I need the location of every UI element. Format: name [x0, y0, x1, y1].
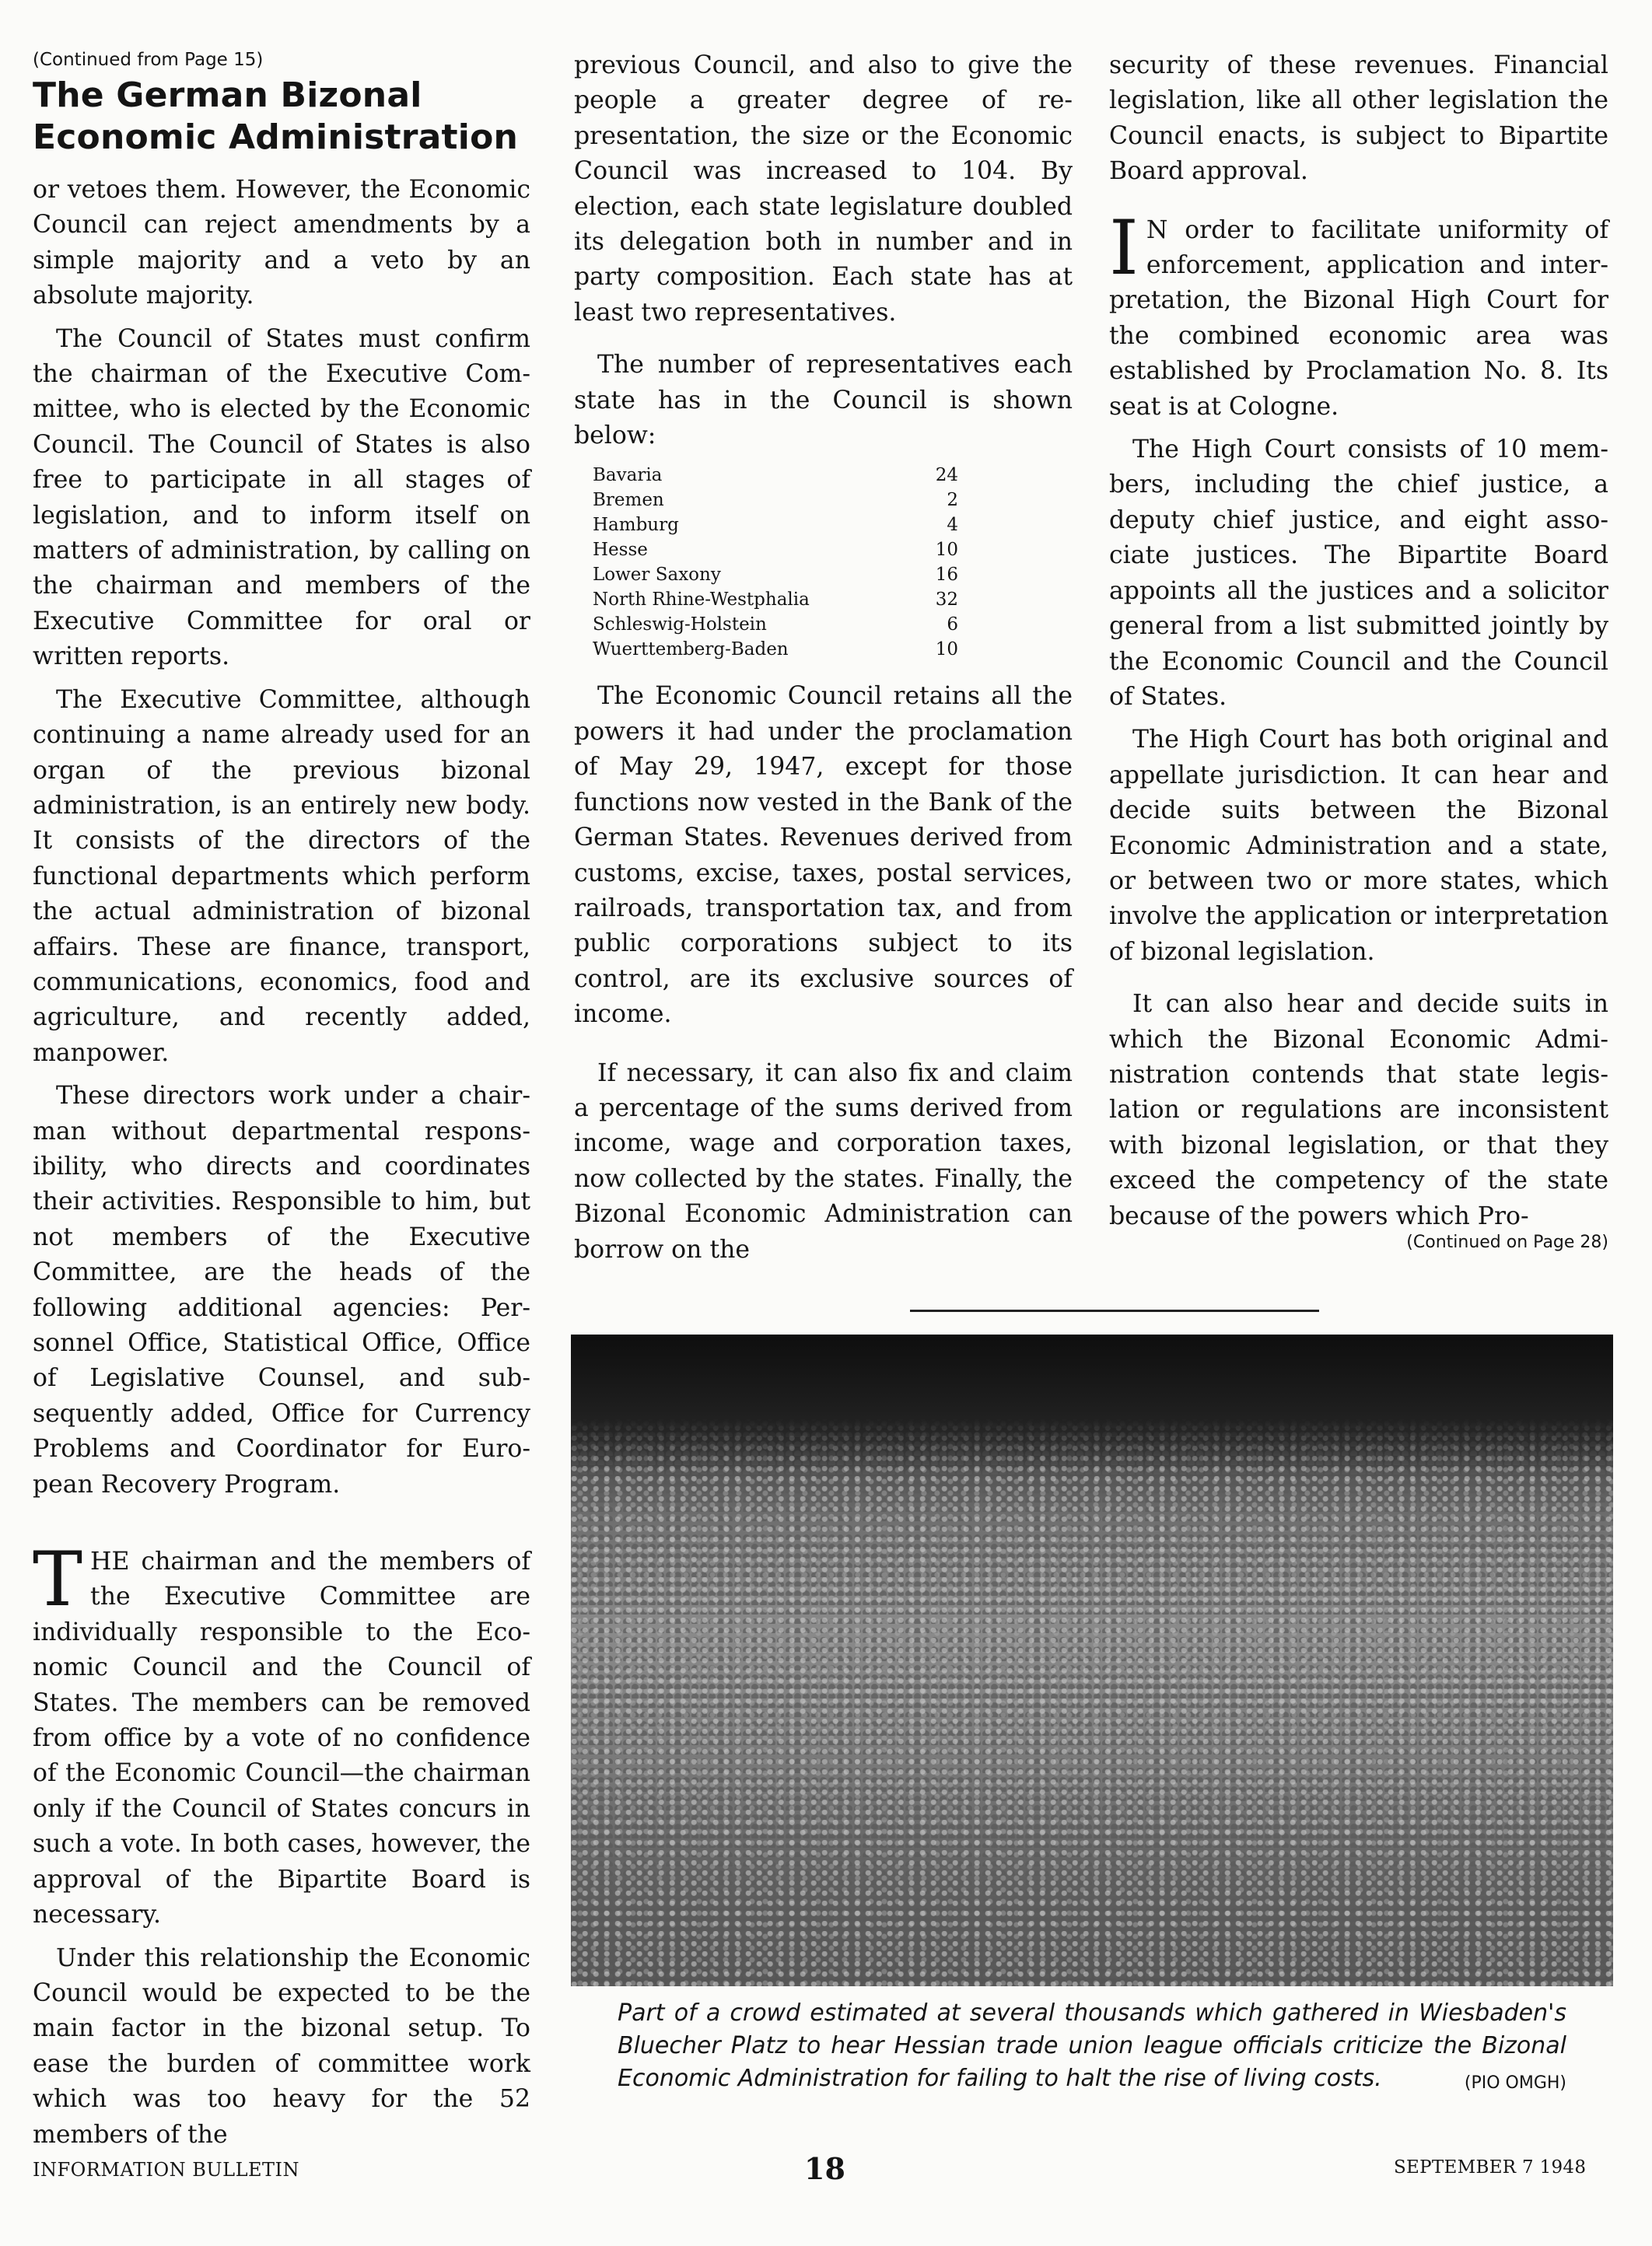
state-name: Hesse [593, 540, 648, 561]
state-count: 32 [935, 589, 958, 610]
state-name: Lower Saxony [593, 565, 721, 586]
continued-from-label: (Continued from Page 15) [33, 50, 264, 70]
paragraph: security of these revenues. Financial legislation, like all other legislation the Council enacts, is subject to Bipartite Board approval. [1109, 51, 1608, 186]
footer-publication: INFORMATION BULLETIN [33, 2159, 300, 2181]
article-headline: The German Bizonal Economic Administration [33, 75, 519, 157]
table-row [593, 587, 958, 612]
state-count: 4 [947, 515, 958, 536]
state-count: 24 [935, 465, 958, 486]
continued-on-label: (Continued on Page 28) [1406, 1233, 1608, 1252]
paragraph-text: N order to facilitate uniformity of enforcement, application and interpretation, the Bizonal High Court for the combined economic area was established by Proclamation No. 8. Its seat is at Cologne. [1109, 215, 1608, 421]
state-name: Bremen [593, 490, 664, 511]
paragraph: The Council of States must confirm the chairman of the Executive Committee, who is elected by the Economic Council. The Council of States is also free to participate in all stages of legislation, and to inform itself on matters of administration, by calling on the chairman and members of the Executive Committee for oral or written reports. [33, 324, 530, 671]
column-1 [33, 48, 530, 2160]
photo-trees-background [571, 1335, 1613, 1475]
state-count: 10 [935, 540, 958, 561]
paragraph: or vetoes them. However, the Economic Council can reject amendments by a simple majority and a veto by an absolute majority. [33, 176, 530, 310]
table-row [593, 463, 958, 488]
state-name: Bavaria [593, 465, 663, 486]
paragraph: The High Court consists of 10 members, including the chief justice, a deputy chief justice, and eight associate justices. The Bipartite Board appoints all the justices and a solicitor general from a list submitted jointly by the Economic Council and the Council of States. [1109, 436, 1608, 711]
paragraph: previous Council, and also to give the people a greater degree of representation, the size or the Economic Council was increased to 104. By election, each state legislature doubled its delegation both in number and in party composition. Each state has at least two representatives. [574, 51, 1073, 327]
paragraph: Under this relationship the Economic Council would be expected to be the main factor in the bizonal setup. To ease the burden of committee work which was too heavy for the 52 members of the [33, 1943, 530, 2149]
paragraph-text: HE chairman and the members of the Executive Committee are individually responsible to the Economic Council and the Council of States. The members can be removed from office by a vote of no confidence of the Economic Council—the chairman only if the Council of States concurs in such a vote. In both cases, however, the approval of the Bipartite Board is necessary. [33, 1548, 530, 1929]
column-3 [1109, 48, 1608, 1254]
paragraph: The Executive Committee, although continuing a name already used for an organ of the previous bizonal administration, is an entirely new body. It consists of the directors of the functional departments which perform the actual administration of bizonal affairs. These are finance, transport, communications, economics, food and agriculture, and recently added, manpower. [33, 685, 530, 1067]
table-row [593, 562, 958, 587]
state-count: 10 [935, 639, 958, 660]
caption-text: Part of a crowd estimated at several thousands which gathered in Wiesbaden's Bluecher Platz to hear Hessian trade union league officials criticize the Bizonal Economic Administration for failing to halt the rise of living costs. [618, 1999, 1566, 2092]
column-2 [574, 48, 1073, 1275]
state-count: 16 [935, 565, 958, 586]
table-row [593, 488, 958, 513]
photo-caption [618, 1997, 1566, 2100]
dropcap-letter: T [33, 1536, 83, 1624]
dropcap-paragraph [1109, 204, 1608, 425]
footer-date: SEPTEMBER 7 1948 [1394, 2157, 1587, 2178]
state-count: 2 [947, 490, 958, 511]
paragraph: It can also hear and decide suits in which the Bizonal Economic Administration contends that state legislation or regulations are inconsistent with bizonal legislation, or that they exceed the competency of the state because of the powers which Pro- [1109, 990, 1608, 1230]
table-row [593, 612, 958, 637]
table-row [593, 637, 958, 662]
paragraph: The number of representatives each state has in the Council is shown below: [574, 351, 1073, 450]
paragraph: The High Court has both original and appellate jurisdiction. It can hear and decide suits between the Bizonal Economic Administration and a state, or between two or more states, which involve the application or interpretation of bizonal legislation. [1109, 726, 1608, 966]
paragraph: If necessary, it can also fix and claim a percentage of the sums derived from income, wage and corporation taxes, now collected by the states. Finally, the Bizonal Economic Administration can borrow on the [574, 1058, 1073, 1264]
table-row [593, 513, 958, 537]
dropcap-paragraph [33, 1536, 530, 1933]
photo-credit: (PIO OMGH) [1464, 2073, 1566, 2093]
state-name: Wuerttemberg-Baden [593, 639, 789, 660]
paragraph: The Economic Council retains all the powers it had under the proclamation of May 29, 1947, except for those functions now vested in the Bank of the German States. Revenues derived from customs, excise, taxes, postal services, railroads, transportation tax, and from public corporations subject to its control, are its exclusive sources of income. [574, 682, 1073, 1029]
page-number: 18 [804, 2151, 845, 2186]
dropcap-letter: I [1109, 204, 1139, 292]
table-row [593, 537, 958, 562]
states-representatives-table [593, 463, 958, 662]
paragraph: These directors work under a chairman without departmental responsibility, who directs and coordinates their activities. Responsible to him, but not members of the Executive Committee, are the heads of the following additional agencies: Personnel Office, Statistical Office, Office of Legislative Counsel, and subsequently added, Office for Currency Problems and Coordinator for European Recovery Program. [33, 1082, 530, 1499]
state-name: North Rhine-Westphalia [593, 589, 810, 610]
divider-rule [910, 1310, 1319, 1312]
state-name: Schleswig-Holstein [593, 614, 767, 635]
state-name: Hamburg [593, 515, 679, 536]
state-count: 6 [947, 614, 958, 635]
crowd-photo [571, 1335, 1613, 1986]
